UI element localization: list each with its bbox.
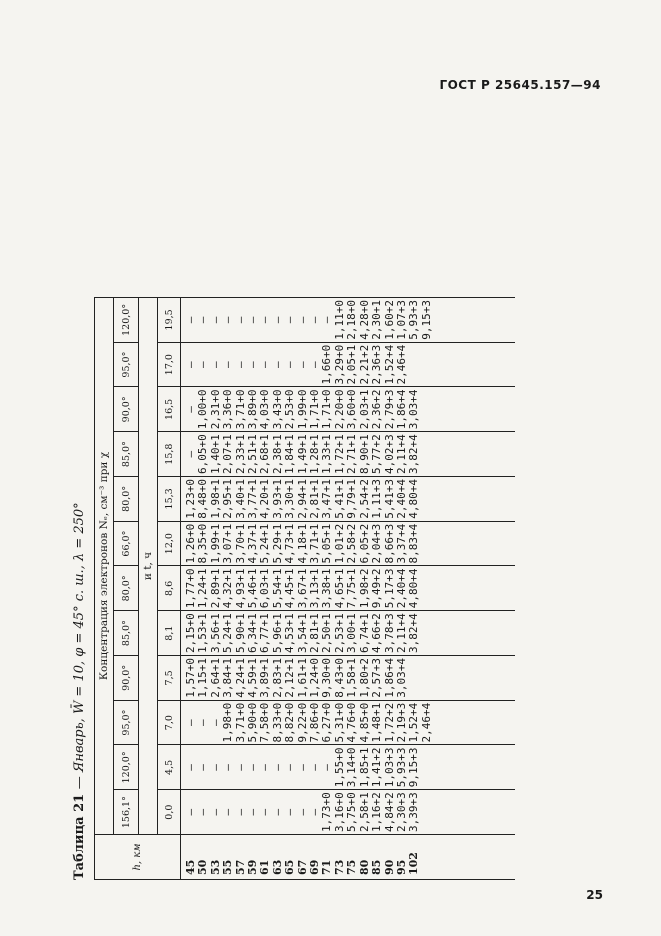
concentration-value: 3,82+4 [407,434,421,474]
concentration-value: — [308,361,322,368]
concentration-value: 2,89+1 [208,568,222,609]
concentration-column [181,566,516,611]
concentration-value: — [308,764,322,771]
concentration-value: — [270,808,284,816]
concentration-value: — [196,808,210,816]
chi-header: 95,0° [114,700,139,745]
concentration-value: — [184,406,197,413]
concentration-value: 9,22+0 [295,702,309,743]
concentration-value: 8,83+4 [407,523,421,564]
concentration-value: 1,71+0 [320,389,334,430]
concentration-value: 5,96+1 [270,613,284,653]
concentration-value: 3,71+0 [233,702,247,743]
concentration-value: 2,94+1 [295,479,309,519]
concentration-value: 3,70+1 [233,523,247,564]
concentration-value: 6,77+1 [258,613,272,653]
concentration-value: 1,99+0 [295,389,309,430]
concentration-value: — [295,361,309,368]
concentration-value: 2,12+1 [283,658,297,698]
height-value: 67 [295,859,309,875]
height-value: 80 [357,859,371,875]
electron-concentration-table [94,297,515,880]
concentration-value: 2,53+1 [332,613,346,653]
concentration-value: 3,40+1 [233,479,247,519]
concentration-value: 3,89+0 [246,389,260,430]
concentration-value: 6,05+0 [196,434,210,474]
concentration-value: 8,35+0 [196,523,210,564]
concentration-value: 3,84+1 [221,658,235,698]
concentration-value: 4,84+2 [382,792,396,832]
concentration-value: 1,57+0 [184,658,197,698]
concentration-value: — [208,719,222,726]
concentration-column [181,432,516,477]
concentration-value: — [196,361,210,368]
concentration-value: 4,66+2 [370,613,384,653]
concentration-value: 2,83+1 [270,658,284,698]
height-column-header: h, км [95,835,181,880]
concentration-column [181,656,516,701]
concentration-value: 7,75+1 [345,568,359,609]
concentration-value: 1,72+2 [382,702,396,743]
concentration-value: 2,05+1 [345,344,359,385]
concentration-value: 3,14+0 [345,747,359,788]
concentration-value: 9,30+0 [320,658,334,698]
concentration-value: 3,47+1 [320,479,334,519]
concentration-value: 1,86+4 [382,658,396,698]
height-value: 55 [221,859,235,875]
concentration-value: 3,78+3 [382,613,396,653]
concentration-value: 5,29+1 [270,523,284,564]
page-number: 25 [586,888,603,902]
concentration-value: — [283,808,297,816]
concentration-value: — [184,808,197,816]
height-value: 95 [394,859,408,875]
concentration-value: — [283,361,297,368]
concentration-value: 6,74+1 [357,613,371,653]
concentration-value: — [295,808,309,816]
height-value: 59 [246,859,260,875]
concentration-value: 8,48+0 [196,479,210,519]
concentration-value: 2,95+1 [221,479,235,519]
concentration-value: 1,99+1 [208,523,222,564]
concentration-value: — [233,808,247,816]
concentration-value: 1,24+1 [196,568,210,609]
caption-text: — Январь, W̄ = 10, φ = 45° с. ш., λ = 250° [72,502,87,790]
concentration-value: 5,31+0 [332,702,346,743]
concentration-value: — [184,764,197,771]
concentration-value: 5,90+1 [233,613,247,653]
concentration-value: 6,03+1 [258,568,272,609]
height-value: 102 [407,852,421,875]
concentration-value: — [270,764,284,771]
concentration-value: 3,38+1 [320,568,334,609]
concentration-value: 4,65+1 [332,568,346,609]
concentration-value: 4,73+1 [283,523,297,564]
concentration-value: — [196,719,210,726]
concentration-value: 1,11+3 [370,479,384,519]
concentration-value: — [221,808,235,816]
concentration-column [181,611,516,656]
chi-header: 90,0° [114,387,139,432]
concentration-value: — [308,808,322,816]
concentration-value: — [233,361,247,368]
concentration-value: 3,13+1 [308,568,322,609]
concentration-column [181,700,516,745]
concentration-value: 7,86+0 [308,702,322,743]
height-value: 71 [320,859,334,875]
concentration-value: — [246,316,260,324]
concentration-value: 1,72+1 [332,434,346,474]
concentration-value: — [258,764,272,771]
concentration-value: 2,18+0 [345,300,359,340]
concentration-value: 2,51+1 [246,434,260,474]
time-header: 19,5 [158,298,181,343]
concentration-value: 3,03+4 [407,389,421,430]
concentration-value: 1,86+4 [394,389,408,430]
concentration-value: 1,49+1 [295,434,309,474]
concentration-value: 9,15+3 [419,300,433,340]
concentration-value: 4,24+1 [233,658,247,698]
concentration-value: 6,27+0 [320,702,334,743]
time-header: 16,5 [158,387,181,432]
height-value: 61 [258,859,272,875]
chi-header: 120,0° [114,745,139,790]
concentration-value: 1,98+1 [208,479,222,519]
concentration-value: 5,24+1 [221,613,235,653]
concentration-value: 4,59+1 [246,658,260,698]
time-header: 15,3 [158,477,181,522]
concentration-value: 7,58+0 [258,702,272,743]
concentration-value: 1,16+2 [370,792,384,832]
concentration-value: 3,71+1 [308,523,322,564]
time-header: 7,0 [158,700,181,745]
concentration-value: — [196,316,210,324]
time-header: 8,6 [158,566,181,611]
height-value: 69 [308,859,322,875]
concentration-value: 1,03+3 [382,747,396,788]
concentration-column [181,387,516,432]
concentration-value: 5,93+3 [407,300,421,340]
concentration-value: 3,56+1 [208,613,222,653]
concentration-value: 3,03+4 [394,658,408,698]
height-value: 53 [208,859,222,875]
concentration-value: — [283,316,297,324]
concentration-value: 3,82+4 [407,613,421,653]
concentration-value: 1,77+0 [184,568,197,609]
concentration-value: 4,37+1 [246,523,260,564]
concentration-value: 1,00+0 [196,389,210,430]
concentration-column [181,342,516,387]
concentration-value: 2,46+4 [419,702,433,743]
concentration-value: 1,52+4 [382,344,396,385]
concentration-value: 2,03+1 [357,389,371,430]
concentration-value: 2,38+1 [270,434,284,474]
concentration-value: 5,46+1 [246,568,260,609]
concentration-value: 3,37+4 [394,523,408,564]
concentration-value: — [295,316,309,324]
concentration-value: 3,39+3 [407,792,421,832]
concentration-value: 3,29+0 [332,344,346,385]
concentration-value: 4,28+0 [357,300,371,340]
concentration-value: 1,07+3 [394,300,408,340]
concentration-value: 3,93+1 [270,479,284,519]
concentration-value: — [283,764,297,771]
concentration-value: 2,68+1 [258,434,272,474]
concentration-value: 8,90+1 [357,434,371,474]
concentration-value: 1,23+0 [184,479,197,519]
concentration-value: — [208,764,222,771]
concentration-value: 1,15+1 [196,658,210,698]
concentration-value: 1,80+2 [357,658,371,698]
concentration-value: 2,50+1 [320,613,334,653]
concentration-value: — [184,719,197,726]
concentration-value: 5,77+2 [370,434,384,474]
concentration-value: 3,07+1 [221,523,235,564]
concentration-value: 4,45+1 [283,568,297,609]
concentration-value: 4,80+4 [407,479,421,519]
concentration-value: 5,41+3 [382,479,396,519]
concentration-value: 1,41+2 [370,747,384,788]
concentration-value: 2,54+2 [357,479,371,519]
concentration-value: — [233,316,247,324]
height-values [181,835,516,880]
time-header: 0,0 [158,790,181,835]
concentration-value: 2,20+0 [332,389,346,430]
chi-header: 80,0° [114,566,139,611]
concentration-value: 3,54+1 [295,613,309,653]
concentration-value: 1,55+0 [332,747,346,788]
concentration-value: 1,28+1 [308,434,322,474]
concentration-value: 2,79+3 [382,389,396,430]
height-value: 63 [270,859,284,875]
height-value: 65 [283,859,297,875]
concentration-value: 6,34+1 [246,613,260,653]
concentration-value: 2,30+3 [394,792,408,832]
concentration-value: — [208,808,222,816]
chi-header: 90,0° [114,656,139,701]
concentration-value: 3,43+0 [270,389,284,430]
concentration-value: — [221,316,235,324]
concentration-value: 2,81+1 [308,613,322,653]
concentration-value: — [208,361,222,368]
concentration-value: 3,16+0 [332,792,346,832]
height-value: 57 [233,859,247,875]
chi-header: 85,0° [114,611,139,656]
chi-header: 80,0° [114,477,139,522]
table-caption [72,502,87,880]
concentration-value: 3,89+1 [258,658,272,698]
concentration-value: 2,11+4 [394,613,408,653]
concentration-column [181,745,516,790]
concentration-value: 1,01+2 [332,523,346,564]
concentration-value: 2,33+1 [233,434,247,474]
height-value: 90 [382,859,396,875]
concentration-value: 5,41+1 [332,479,346,519]
chi-header: 66,0° [114,521,139,566]
concentration-value: 5,17+3 [382,568,396,609]
concentration-value: 2,21+2 [357,344,371,385]
concentration-value: 9,15+3 [407,747,421,788]
concentration-value: 2,71+1 [345,434,359,474]
concentration-value: — [246,361,260,368]
height-value: 73 [332,859,346,875]
rotated-table-block [72,120,592,880]
concentration-value: — [246,764,260,771]
concentration-value: 3,67+1 [295,568,309,609]
concentration-value: — [295,764,309,771]
concentration-value: 2,30+1 [370,300,384,340]
time-header: 7,5 [158,656,181,701]
concentration-value: 4,32+1 [221,568,235,609]
concentration-value: 2,81+1 [308,479,322,519]
concentration-value: — [320,764,334,771]
concentration-value: 1,61+1 [295,658,309,698]
chi-header: 85,0° [114,432,139,477]
time-label: и t, ч [139,298,158,835]
concentration-value: 2,19+3 [394,702,408,743]
concentration-value: 8,82+0 [283,702,297,743]
concentration-value: 4,80+4 [407,568,421,609]
concentration-value: 2,11+4 [394,434,408,474]
concentration-value: 2,58+2 [345,523,359,564]
concentration-value: 6,05+2 [357,523,371,564]
concentration-value: 1,60+2 [382,300,396,340]
time-header: 15,8 [158,432,181,477]
concentration-value: 2,31+0 [208,389,222,430]
concentration-value: 2,64+1 [208,658,222,698]
concentration-value: 1,58+1 [345,658,359,698]
concentration-value: 3,71+0 [233,389,247,430]
concentration-value: 2,36+2 [370,389,384,430]
concentration-value: 1,40+1 [208,434,222,474]
concentration-value: — [258,316,272,324]
concentration-value: 2,15+0 [184,613,197,653]
concentration-value: 2,58+1 [357,792,371,832]
time-header: 12,0 [158,521,181,566]
caption-label: Таблица 21 [72,793,87,880]
concentration-value: 3,00+1 [345,613,359,653]
concentration-value: 5,24+1 [258,523,272,564]
height-value: 45 [184,859,197,875]
document-code: ГОСТ Р 25645.157—94 [439,78,601,92]
time-header: 4,5 [158,745,181,790]
concentration-value: — [184,361,197,368]
chi-header: 156,1° [114,790,139,835]
concentration-column [181,298,516,343]
concentration-value: 2,07+1 [221,434,235,474]
concentration-value: 5,54+1 [270,568,284,609]
chi-header: 95,0° [114,342,139,387]
height-value: 85 [370,859,384,875]
concentration-value: — [233,764,247,771]
concentration-value: 1,33+1 [320,434,334,474]
concentration-value: — [270,316,284,324]
concentration-value: 1,53+1 [196,613,210,653]
concentration-value: 1,24+0 [308,658,322,698]
concentration-value: 4,76+0 [345,702,359,743]
concentration-value: 8,43+0 [332,658,346,698]
concentration-value: — [320,316,334,324]
concentration-value: 3,30+1 [283,479,297,519]
concentration-value: — [258,808,272,816]
concentration-value: 3,77+1 [246,479,260,519]
concentration-value: 2,04+3 [370,523,384,564]
concentration-column [181,477,516,522]
concentration-value: 1,84+1 [283,434,297,474]
concentration-value: 9,49+2 [370,568,384,609]
concentration-value: — [258,361,272,368]
concentration-value: — [196,764,210,771]
height-value: 75 [345,859,359,875]
concentration-value: 4,85+0 [357,702,371,743]
concentration-value: 2,53+0 [283,389,297,430]
concentration-value: 2,36+3 [370,344,384,385]
concentration-value: — [221,764,235,771]
time-header: 8,1 [158,611,181,656]
concentration-value: 1,98+0 [221,702,235,743]
concentration-column [181,790,516,835]
group-header: Концентрация электронов Nₑ, см⁻³ при χ [95,298,114,835]
concentration-value: 2,40+4 [394,568,408,609]
concentration-value: 5,05+1 [320,523,334,564]
concentration-value: — [184,450,197,458]
concentration-value: 4,03+0 [258,389,272,430]
concentration-value: 5,75+0 [345,792,359,832]
concentration-value: 4,53+1 [283,613,297,653]
concentration-value: 1,66+0 [320,344,334,385]
chi-header: 120,0° [114,298,139,343]
concentration-value: 2,57+3 [370,658,384,698]
concentration-value: 4,20+1 [258,479,272,519]
concentration-value: 1,73+0 [320,792,334,832]
concentration-value: 3,60+0 [345,389,359,430]
concentration-value: 1,52+4 [407,702,421,743]
time-header: 17,0 [158,342,181,387]
concentration-value: 4,02+3 [382,434,396,474]
concentration-value: — [270,361,284,368]
concentration-value: 2,46+4 [394,344,408,385]
concentration-value: 8,33+0 [270,702,284,743]
concentration-column [181,521,516,566]
concentration-value: 4,93+1 [233,568,247,609]
concentration-value: 5,93+3 [394,747,408,788]
concentration-value: — [308,316,322,324]
concentration-value: 1,48+1 [370,702,384,743]
concentration-value: 2,40+4 [394,479,408,519]
concentration-value: — [208,316,222,324]
concentration-value: 1,11+0 [332,300,346,340]
height-value: 50 [196,859,210,875]
concentration-value: 3,36+0 [221,389,235,430]
concentration-value: — [184,316,197,324]
concentration-value: 1,85+1 [357,747,371,788]
concentration-value: 8,66+3 [382,523,396,564]
concentration-value: 9,79+1 [345,479,359,519]
concentration-value: 5,90+0 [246,702,260,743]
concentration-value: 1,98+2 [357,568,371,609]
concentration-value: 1,26+0 [184,523,197,564]
concentration-value: 1,71+0 [308,389,322,430]
concentration-value: — [246,808,260,816]
concentration-value: — [221,361,235,368]
concentration-value: 4,18+1 [295,523,309,564]
